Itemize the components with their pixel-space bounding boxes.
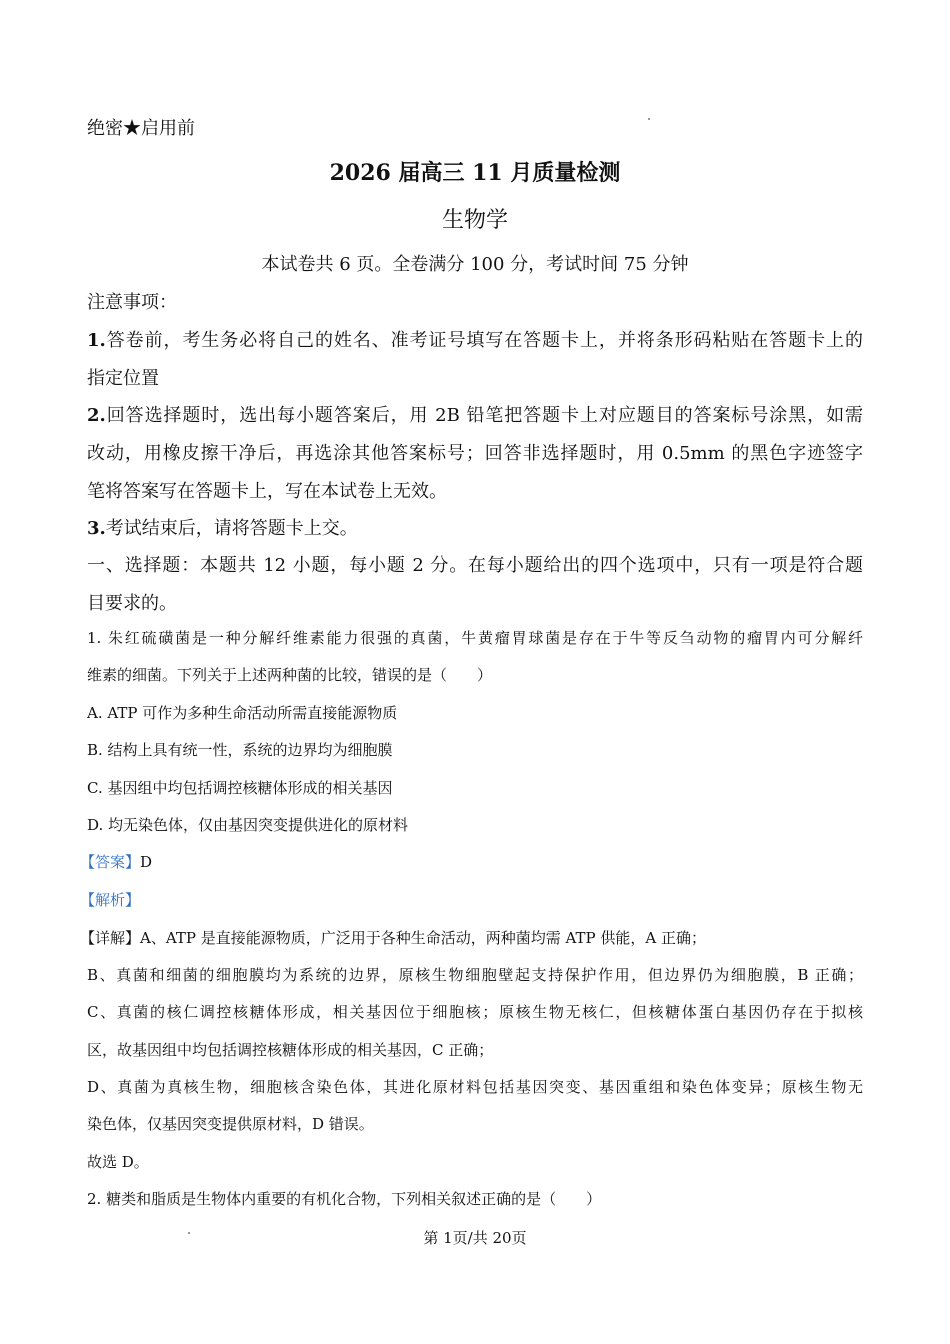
notice-item-1-number: 1. [87,330,106,351]
detail-line-1 [80,927,863,948]
notice-item-2-number: 2. [87,405,106,426]
subject-title: 生物学 [441,208,508,233]
notice-item-2-cont-1: 改动，用橡皮擦干净后，再选涂其他答案标号；回答非选择题时，用 0.5mm 的黑色字迹签字 [87,443,863,464]
notice-item-3-text: 考试结束后，请将答题卡上交。 [105,518,358,539]
notice-item-2-cont-2: 笔将答案写在答题卡上，写在本试卷上无效。 [87,481,447,502]
answer-value: D [140,853,153,871]
notice-item-1-text: 答卷前，考生务必将自己的姓名、准考证号填写在答题卡上，并将条形码粘贴在答题卡上的 [105,330,863,351]
question-1-option-b: B. 结构上具有统一性，系统的边界均为细胞膜 [87,741,393,759]
notice-item-1-cont: 指定位置 [87,368,159,389]
section-1-heading-cont: 目要求的。 [87,593,177,614]
question-1-option-c: C. 基因组中均包括调控核糖体形成的相关基因 [87,779,393,797]
notice-item-1 [87,326,863,352]
question-2-stem: 2. 糖类和脂质是生物体内重要的有机化合物，下列相关叙述正确的是（ ） [87,1190,602,1208]
detail-tag: 【详解】 [80,929,141,947]
exam-title: 2026 届高三 11 月质量检测 [329,160,621,186]
exam-info: 本试卷共 6 页。全卷满分 100 分，考试时间 75 分钟 [261,254,689,275]
page-number: 第 1页/共 20页 [423,1229,527,1247]
notice-heading: 注意事项： [87,292,177,313]
detail-line-4: 区，故基因组中均包括调控核糖体形成的相关基因，C 正确； [87,1041,494,1059]
question-1-stem-cont: 维素的细菌。下列关于上述两种菌的比较，错误的是（ ） [87,666,493,684]
notice-item-2 [87,401,863,427]
detail-line-2: B、真菌和细菌的细胞膜均为系统的边界，原核生物细胞壁起支持保护作用，但边界仍为细胞膜，B 正确； [87,966,863,984]
answer-line [80,851,863,872]
notice-item-3 [87,514,863,540]
section-1-heading: 一、选择题：本题共 12 小题，每小题 2 分。在每小题给出的四个选项中，只有一项是符合题 [87,555,863,576]
analysis-tag: 【解析】 [80,891,141,909]
question-1-option-a: A. ATP 可作为多种生命活动所需直接能源物质 [87,704,398,722]
answer-tag: 【答案】 [80,853,141,871]
notice-item-3-number: 3. [87,518,106,539]
question-1-stem: 1. 朱红硫磺菌是一种分解纤维素能力很强的真菌，牛黄瘤胃球菌是存在于牛等反刍动物的瘤胃内可分解纤 [87,629,863,647]
question-1-option-d: D. 均无染色体，仅由基因突变提供进化的原材料 [87,816,409,834]
detail-line-6: 染色体，仅基因突变提供原材料，D 错误。 [87,1115,374,1133]
notice-item-2-text: 回答选择题时，选出每小题答案后，用 2B 铅笔把答题卡上对应题目的答案标号涂黑，如需 [105,405,863,426]
detail-line-3: C、真菌的核仁调控核糖体形成，相关基因位于细胞核；原核生物无核仁，但核糖体蛋白基因仍存在于拟核 [87,1003,863,1021]
confidential-label: 绝密★启用前 [87,118,195,139]
conclusion: 故选 D。 [87,1153,149,1171]
detail-text-1: A、ATP 是直接能源物质，广泛用于各种生命活动，两种菌均需 ATP 供能，A 正确； [140,929,706,947]
detail-line-5: D、真菌为真核生物，细胞核含染色体，其进化原材料包括基因突变、基因重组和染色体变异；原核生物无 [87,1078,863,1096]
